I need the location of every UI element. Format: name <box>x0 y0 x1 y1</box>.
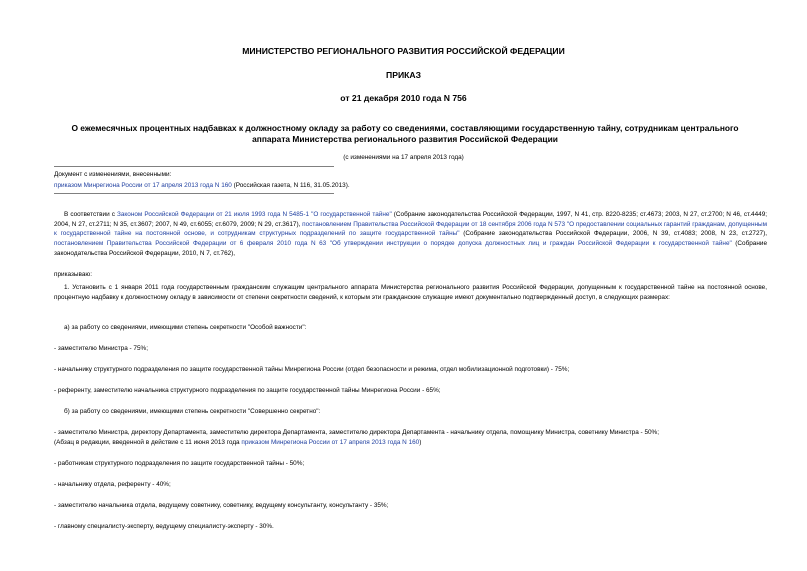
preamble-text-3: (Собрание законодательства Российской Федерации, 2006, N 39, ст.4083; 2008, N 23, ст.2727), <box>459 230 767 238</box>
preamble-text-2: (Собрание законодательства Российской Федерации, 1997, N 41, стр. 8220-8235; ст.4673; 2003, N 27, ст.2700; N 46, ст.4449; 2004, N 27, ст.2711; N 35, ст.3607; 2007, N 49, ст.6055; ст.6079, 2009; N 29, ст.3617), <box>54 211 768 228</box>
document-title <box>60 123 750 145</box>
list-item: - начальнику структурного подразделения по защите государственной тайны Минрегиона России (отдел безопасности и режима, отдел мобилизационной подготовки) - 75%; <box>54 366 570 373</box>
title-line-2: аппарата Министерства регионального развития Российской Федерации <box>252 134 558 144</box>
preamble-text-1: В соответствии с <box>64 211 117 218</box>
note-reference <box>54 181 350 190</box>
note-amendment-link[interactable]: приказом Минрегиона России от 17 апреля 2013 года N 160 <box>54 182 232 189</box>
divider-bottom <box>54 193 334 194</box>
item-1-paragraph: 1. Установить с 1 января 2011 года государственным гражданским служащим центрального аппарата Министерства регионального развития Российской Федерации, допущенным к государственной тайне на постоянной основе, процентную надбавку к должностному окладу в зависимости от степени секретности сведений, к которым эти гражданские служащие имеют документально подтвержденный доступ, в следующих размерах: <box>54 284 767 301</box>
preamble-paragraph <box>54 210 767 259</box>
list-item: - главному специалисту-эксперту, ведущему специалисту-эксперту - 30%. <box>54 523 274 530</box>
amendment-note-link[interactable]: приказом Минрегиона России от 17 апреля 2013 года N 160 <box>241 439 420 446</box>
date-number-heading: от 21 декабря 2010 года N 756 <box>340 93 467 103</box>
note-heading: Документ с изменениями, внесенными: <box>54 171 172 178</box>
law-5485-link[interactable]: Законом Российской Федерации от 21 июля 1993 года N 5485-1 "О государственной тайне" <box>116 211 392 218</box>
section-a-heading: а) за работу со сведениями, имеющими степень секретности "Особой важности": <box>64 324 307 331</box>
title-line-1: О ежемесячных процентных надбавках к должностному окладу за работу со сведениями, составляющими государственную тайну, сотрудникам центрального <box>71 123 739 133</box>
resolution-63-link[interactable]: постановлением Правительства Российской Федерации от 6 февраля 2010 года N 63 "Об утверждении инструкции о порядке допуска должностных лиц и граждан Российской Федерации к государственной тайне" <box>54 240 732 248</box>
resolution-573-link[interactable]: постановлением Правительства Российской Федерации от 18 сентября 2006 года N 573 "О предоставлении социальных гарантий гражданам, допущенным к государственной тайне на постоянной основе, и сотрудникам структурных подразделений по защите государственной тайны" <box>54 220 767 238</box>
divider-top <box>54 166 334 167</box>
list-item: - заместителю Министра, директору Департамента, заместителю директора Департамента, заместителю директора Департамента - начальнику отдела, помощнику Министра, советнику Министра - 50%; <box>54 429 660 436</box>
list-item: - заместителю начальника отдела, ведущему советнику, советнику, ведущему консультанту, консультанту - 35%; <box>54 502 389 509</box>
preamble-text-4: (Собрание законодательства Российской Федерации, 2010, N 7, ст.762), <box>54 240 767 257</box>
amended-note: (с изменениями на 17 апреля 2013 года) <box>343 154 464 161</box>
list-item: - заместителю Министра - 75%; <box>54 345 148 352</box>
amendment-note-text: (Абзац в редакции, введенной в действие с 11 июня 2013 года <box>54 439 242 446</box>
list-item: - референту, заместителю начальника структурного подразделения по защите государственной тайны Минрегиона России - 65%; <box>54 387 441 394</box>
order-word: приказываю: <box>54 271 92 278</box>
note-source: (Российская газета, N 116, 31.05.2013). <box>231 182 350 189</box>
list-item: - начальнику отдела, референту - 40%; <box>54 481 171 488</box>
list-item: - работникам структурного подразделения по защите государственной тайны - 50%; <box>54 460 305 467</box>
doc-type-heading: ПРИКАЗ <box>386 70 421 80</box>
section-b-heading: б) за работу со сведениями, имеющими степень секретности "Совершенно секретно": <box>64 408 321 415</box>
amendment-note-close: ) <box>419 439 422 446</box>
amendment-note <box>54 438 767 448</box>
ministry-heading: МИНИСТЕРСТВО РЕГИОНАЛЬНОГО РАЗВИТИЯ РОССИЙСКОЙ ФЕДЕРАЦИИ <box>242 46 565 56</box>
